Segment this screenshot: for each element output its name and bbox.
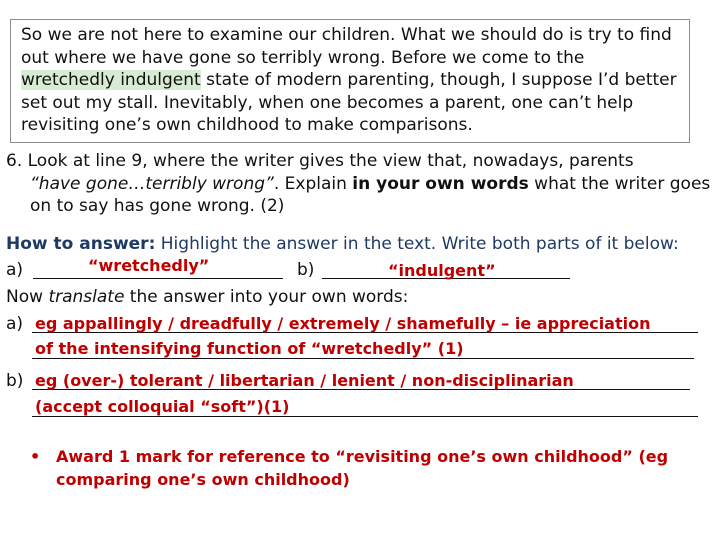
how-to-answer <box>6 233 679 255</box>
translation-b-text-2: (accept colloquial “soft”)(1) <box>35 397 290 416</box>
part-a-label: a) <box>6 260 24 280</box>
translation-b-line-2 <box>32 416 698 417</box>
question-body <box>6 173 714 218</box>
translation-b-label: b) <box>6 371 24 391</box>
translation-a-text-2: of the intensifying function of “wretchedly” (1) <box>35 339 464 358</box>
question-intro: 6. Look at line 9, where the writer gives the view that, nowadays, parents <box>6 151 634 171</box>
translation-b-text-1: eg (over-) tolerant / libertarian / lenient / non-disciplinarian <box>35 371 574 390</box>
bullet-icon: • <box>30 447 41 466</box>
marking-note-text: Award 1 mark for reference to “revisiting one’s own childhood” (eg comparing one’s own childhood) <box>56 447 669 489</box>
passage-text-after: state of modern parenting, though, I suppose I’d better set out my stall. Inevitably, when one becomes a parent, one can’t help revisiting one’s own childhood to make comparisons. <box>21 70 677 136</box>
translation-a-text-1: eg appallingly / dreadfully / extremely / shamefully – ie appreciation <box>35 314 651 333</box>
answer-a: “wretchedly” <box>88 256 210 275</box>
translation-a-label: a) <box>6 314 24 334</box>
translate-instruction <box>6 286 408 308</box>
how-to-text: Highlight the answer in the text. Write both parts of it below: <box>155 234 679 254</box>
passage-highlight: wretchedly indulgent <box>21 70 201 91</box>
part-b-label: b) <box>297 260 315 280</box>
passage-box <box>10 19 690 143</box>
translate-post: the answer into your own words: <box>124 287 409 307</box>
question-mid: . Explain <box>273 173 353 194</box>
translate-pre: Now <box>6 287 49 307</box>
translation-a-line-2 <box>32 358 694 359</box>
answer-b: “indulgent” <box>388 261 496 280</box>
question-6 <box>6 150 714 218</box>
part-a-blank <box>33 278 283 279</box>
question-end: what the writer goes on to say has gone wrong. (2) <box>30 173 711 217</box>
translate-italic: translate <box>48 287 125 307</box>
marking-note <box>30 445 690 491</box>
how-to-label: How to answer: <box>6 234 156 254</box>
passage-text-before: So we are not here to examine our children. What we should do is try to find out where we have gone so terribly wrong. Before we come to the <box>21 25 672 68</box>
question-quote: “have gone…terribly wrong” <box>30 173 274 194</box>
question-bold: in your own words <box>352 173 529 194</box>
